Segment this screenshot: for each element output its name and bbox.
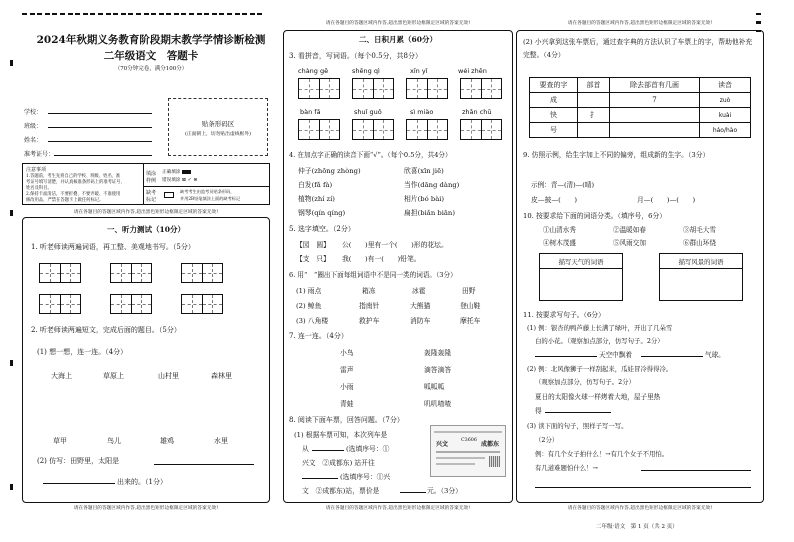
question-2-1: (1) 想一想，连一连。（4分） [37,348,128,356]
q7-left[interactable]: 小雨 [340,383,354,391]
q10-word: ⑤风雨交加 [613,239,646,247]
q6-word[interactable]: 登山鞋 [460,302,481,310]
warning-top: 请在各题目的答题区域内作答,超出黑色矩形边框限定区域的答案无效! [567,21,713,26]
absent-label: 缺考 [146,190,157,196]
pinyin: sì miào [410,108,434,116]
match-word[interactable]: 草原上 [103,372,124,380]
q7-left[interactable]: 雷声 [340,366,354,374]
writing-grid[interactable] [39,263,81,283]
section-3-panel [516,21,764,511]
q8-1f: 文 ②成都东)站，票价是 [302,487,380,495]
q6-word[interactable]: (3) 八角楼 [296,317,329,325]
q4-item[interactable]: 欣喜(xīn jiē) [404,167,444,175]
column-3 [516,13,778,511]
q11-1a: (1) 例：银杏的鸭芦藤上长满了绿叶，开出了几朵雪 [527,324,673,332]
q8-1b: 从 [302,445,309,453]
q7-left[interactable]: 小鸟 [340,349,354,357]
class-label: 班级： [24,123,43,130]
absent-note: 缺考考生由监考员贴条形码， [180,189,235,194]
question-10: 10. 按要求给下面的词语分类。（填序号，6分） [523,212,667,220]
q6-word[interactable]: 消防车 [410,317,431,325]
weather-box-label: 描写天气的词语 [558,258,604,266]
barcode-note: (正面朝上，切勿贴出虚线框外) [184,132,252,137]
char-grid[interactable] [352,78,394,99]
q4-item[interactable]: 当作(dāng dàng) [404,181,460,189]
char-grid[interactable] [406,119,448,140]
table-cell: háo/hào [700,123,751,138]
absent-label: 标记 [146,197,157,203]
answer-line[interactable] [545,412,611,413]
column-1 [22,13,280,511]
table-cell: 快 [530,108,578,123]
pinyin: shēng qì [352,67,380,75]
q7-right[interactable]: 叽叽喳喳 [424,400,452,408]
question-11: 11. 按要求写句子。（6分） [523,311,605,319]
barcode-title: 贴条形码区 [201,120,235,128]
writing-grid[interactable] [39,294,81,314]
weather-words-box[interactable] [539,253,623,301]
correct-label: 正确填涂 [162,170,181,175]
answer-line[interactable] [43,483,115,484]
table-cell[interactable] [578,123,610,138]
column-2 [283,13,513,511]
match-word[interactable]: 森林里 [211,372,232,380]
warning-bottom: 请在各题目的答题区域内作答,超出黑色矩形边框限定区域的答案无效! [73,506,219,511]
q11-3a: (3) 读下面的句子，照样子写一写。 [527,422,628,430]
q8-1e: (选填序号：①兴 [340,473,391,481]
answer-line[interactable] [154,464,254,465]
answer-line[interactable] [535,356,597,357]
scenery-words-box[interactable] [659,253,743,301]
q5-sentence[interactable]: 我( )有一( )铅笔。 [342,255,421,263]
question-5: 5. 选字填空。（2分） [289,225,355,233]
section-2-panel [283,21,513,511]
char-grid[interactable] [352,119,394,140]
answer-line[interactable] [535,487,751,488]
notes-heading: 注意事项 [26,167,47,173]
q7-right[interactable]: 轰隆轰隆 [424,349,452,357]
pinyin: shuǐ guǒ [354,108,382,116]
q5-tag: 【支 只】 [296,255,330,263]
wrong-label: 错误填涂 [162,178,181,183]
warning-top: 请在各题目的答题区域内作答,超出黑色矩形边框限定区域的答案无效! [325,21,471,26]
q11-1d: 气球。 [705,351,725,359]
q5-tag: 【园 圆】 [296,241,330,249]
pinyin: bàn fǎ [300,108,321,116]
q6-word[interactable]: (2) 鲸鱼 [296,302,322,310]
char-grid[interactable] [460,119,502,140]
q6-word[interactable]: 指南针 [359,302,380,310]
barcode-area[interactable] [168,98,268,156]
q11-2a: (2) 例：北风像狮子一样刮起来，瓜娃冒冷得得冷。 [527,365,673,373]
writing-grid[interactable] [110,263,152,283]
page-footer: 二年级·语文 第 1 页（共 2 页） [596,524,678,530]
fill-label: 样例 [146,178,157,184]
q9-b[interactable]: 月—( )—( ) [637,196,696,204]
q9-a[interactable]: 皮—披—( ) [531,196,578,204]
pinyin: xīn yǐ [410,67,428,75]
fill-correct [162,169,191,175]
notes-line: 2.保持卡面清洁，不要折叠、不要弄破、不准使用 [26,192,121,197]
table-header: 除去部首有几画 [610,78,700,93]
q7-right[interactable]: 呱呱呱 [424,383,445,391]
fill-label: 填涂 [146,171,157,177]
scenery-box-label: 描写风景的词语 [678,258,724,266]
timing-marks-right [756,13,761,32]
answer-line[interactable] [312,450,344,451]
warning-bottom: 请在各题目的答题区域内作答,超出黑色矩形边框限定区域的答案无效! [567,506,713,511]
q8-2-line1: (2) 小兴拿到这张车票后，通过查字典的方法认识了车票上的字，帮助他补充完整。（4分） [523,38,753,59]
table-cell: 号 [530,123,578,138]
table-header: 要查的字 [530,78,578,93]
q7-right[interactable]: 滴答滴答 [424,366,452,374]
q10-word: ①山清水秀 [543,226,576,234]
table-cell[interactable] [610,108,700,123]
table-cell: 成 [530,93,578,108]
q11-3d: 有几道难题怕什么！→ [535,464,598,472]
name-label: 姓名： [24,137,43,144]
warning-top: 请在各题目的答题区域内作答,超出黑色矩形边框限定区域的答案无效! [73,210,219,215]
q10-word: ②温暖如春 [613,226,646,234]
question-3: 3. 看拼音，写词语。（每个0.5分，共8分） [289,52,422,60]
exam-info: （70分钟完卷，满分100分） [114,66,188,72]
pinyin: wéi zhēn [458,67,487,75]
question-4: 4. 在加点字正确的读音下画“√”。（每个0.5分，共4分） [289,151,452,159]
q6-word[interactable]: 救护车 [359,317,380,325]
fill-wrong: 错误填涂 ⊠ ✓ ⊗ [162,177,198,183]
q6-word[interactable]: 摩托车 [460,317,481,325]
q8-1: (1) 根据车票可知，本次列车是 [294,431,388,439]
section-2-title: 二、日积月累（60分） [359,35,437,44]
char-grid[interactable] [406,78,448,99]
section-1-panel [22,210,270,511]
absent-checkbox[interactable] [164,192,174,198]
q4-item[interactable]: 仲子(zhōng zhòng) [298,167,361,175]
ticket-code: C3606 [461,438,477,443]
question-8: 8. 阅读下面车票，回答问题。（7分） [289,416,404,424]
match-word[interactable]: 大海上 [51,372,72,380]
q11-2c: 夏日的太阳像火球一样烤着大地，屋子里热 [535,393,661,401]
question-7: 7. 连一连。（4分） [289,332,348,340]
q8-1g: 元。（3分） [427,487,462,495]
section-1-title: 一、听力测试（10分） [107,225,185,234]
writing-grid[interactable] [181,263,223,283]
q6-word[interactable]: 大熊猫 [410,302,431,310]
ticket-station-b: 成都东 [481,441,500,448]
answer-line[interactable] [641,470,751,471]
char-grid[interactable] [298,119,340,140]
match-word[interactable]: 水里 [214,437,228,445]
school-label: 学校： [24,109,43,116]
question-1: 1. 听老师读两遍词语，再工整、美观地书写。（5分） [31,243,195,251]
answer-line[interactable] [641,356,703,357]
q11-3b: （2分） [535,436,559,444]
timing-marks-top [22,13,262,15]
q10-word: ③胡毛大雪 [683,226,716,234]
match-word[interactable]: 鸟儿 [107,437,121,445]
exam-no-label: 准考证号： [24,151,55,158]
table-cell[interactable]: 7 [610,93,700,108]
q11-1b: 白的小花。（观察加点部分，仿写句子。2分） [535,337,664,345]
page-title: 2024年秋期义务教育阶段期末教学学情诊断检测 [36,34,266,46]
q8-1c: (选填序号：① [346,445,390,453]
warning-bottom: 请在各题目的答题区域内作答,超出黑色矩形边框限定区域的答案无效! [325,506,471,511]
train-ticket-image [430,425,506,477]
question-2-2: (2) 仿写：田野里，太阳是 [37,457,120,465]
match-word[interactable]: 山村里 [158,372,179,380]
notes-box [22,163,270,205]
char-grid[interactable] [298,78,340,99]
table-header: 部首 [578,78,610,93]
question-6: 6. 用“ ”圈出下面每组词语中不是同一类的词语。（3分） [289,271,457,279]
q6-word[interactable]: 田野 [462,287,476,295]
answer-line[interactable] [302,478,338,479]
match-word[interactable]: 雄鸡 [160,437,174,445]
q6-word[interactable]: 箱冻 [362,287,376,295]
table-cell[interactable] [610,123,700,138]
q11-1c: 天空中飘着 [599,351,632,359]
q8-1d: 兴文 ②成都东) 站开往 [302,459,375,467]
q4-item[interactable]: 扁担(biǎn biān) [404,209,455,217]
notes-line: 修改用品，严禁在答题卡上做任何标记。 [26,198,104,203]
match-word[interactable]: 草甲 [53,437,67,445]
notes-line: 1.答题前，考生先将自己的学校、班级、姓名、准 [26,174,121,179]
question-2: 2. 听老师读两遍短文，完成后面的题目。（5分） [31,326,181,334]
q9-example: 示例：青—(清)—(晴) [531,181,595,189]
q11-3c: 例：有几个女子拍什么！→有几个女子不用怕。 [535,450,669,458]
timing-marks-left [10,60,13,490]
table-cell: zuò [700,93,751,108]
table-header: 读音 [700,78,751,93]
q10-word: ⑥群山环绕 [683,239,716,247]
q10-word: ④树木茂盛 [543,239,576,247]
school-field[interactable] [48,113,152,114]
q5-sentence[interactable]: 公( )里有一个( )形的花坛。 [342,241,448,249]
q4-item[interactable]: 植物(zhí zí) [298,195,335,203]
ticket-station-a: 兴文 [436,441,449,448]
pinyin: chàng gē [298,67,329,75]
q11-2b: （观察加点部分，仿写句子。2分） [535,378,635,386]
char-grid[interactable] [460,78,502,99]
absent-note: 并用2B铅笔填涂上面的缺考标记 [180,196,241,201]
q11-2d: 得 [535,407,542,415]
page-subtitle: 二年级语文 答题卡 [103,50,199,62]
class-field[interactable] [48,127,152,128]
question-2-2-end: 出来的。（1分） [117,478,167,486]
table-cell[interactable]: 扌 [578,108,610,123]
notes-line: 考证号填写清楚，并认真核准条形码上的准考证号、 [26,180,125,185]
notes-line: 姓名及科目。 [26,186,52,191]
q7-left[interactable]: 青蛙 [340,400,354,408]
pinyin: zhǎn chū [462,108,492,116]
writing-grid[interactable] [110,294,152,314]
dictionary-table [529,77,751,138]
exam-no-field[interactable] [54,155,152,156]
table-cell: kuài [700,108,751,123]
q4-item[interactable]: 白发(fǎ fà) [298,181,333,189]
answer-line[interactable] [400,492,426,493]
q4-item[interactable]: 相片(bó bài) [404,195,445,203]
writing-grid[interactable] [181,294,223,314]
name-field[interactable] [48,141,152,142]
q6-word[interactable]: (1) 雨点 [296,287,322,295]
q6-word[interactable]: 冰雹 [412,287,426,295]
table-cell[interactable] [578,93,610,108]
q4-item[interactable]: 钢琴(qín qíng) [298,209,346,217]
question-9: 9. 仿照示例，给生字加上不同的偏旁，组成新的生字。（3分） [523,151,710,159]
